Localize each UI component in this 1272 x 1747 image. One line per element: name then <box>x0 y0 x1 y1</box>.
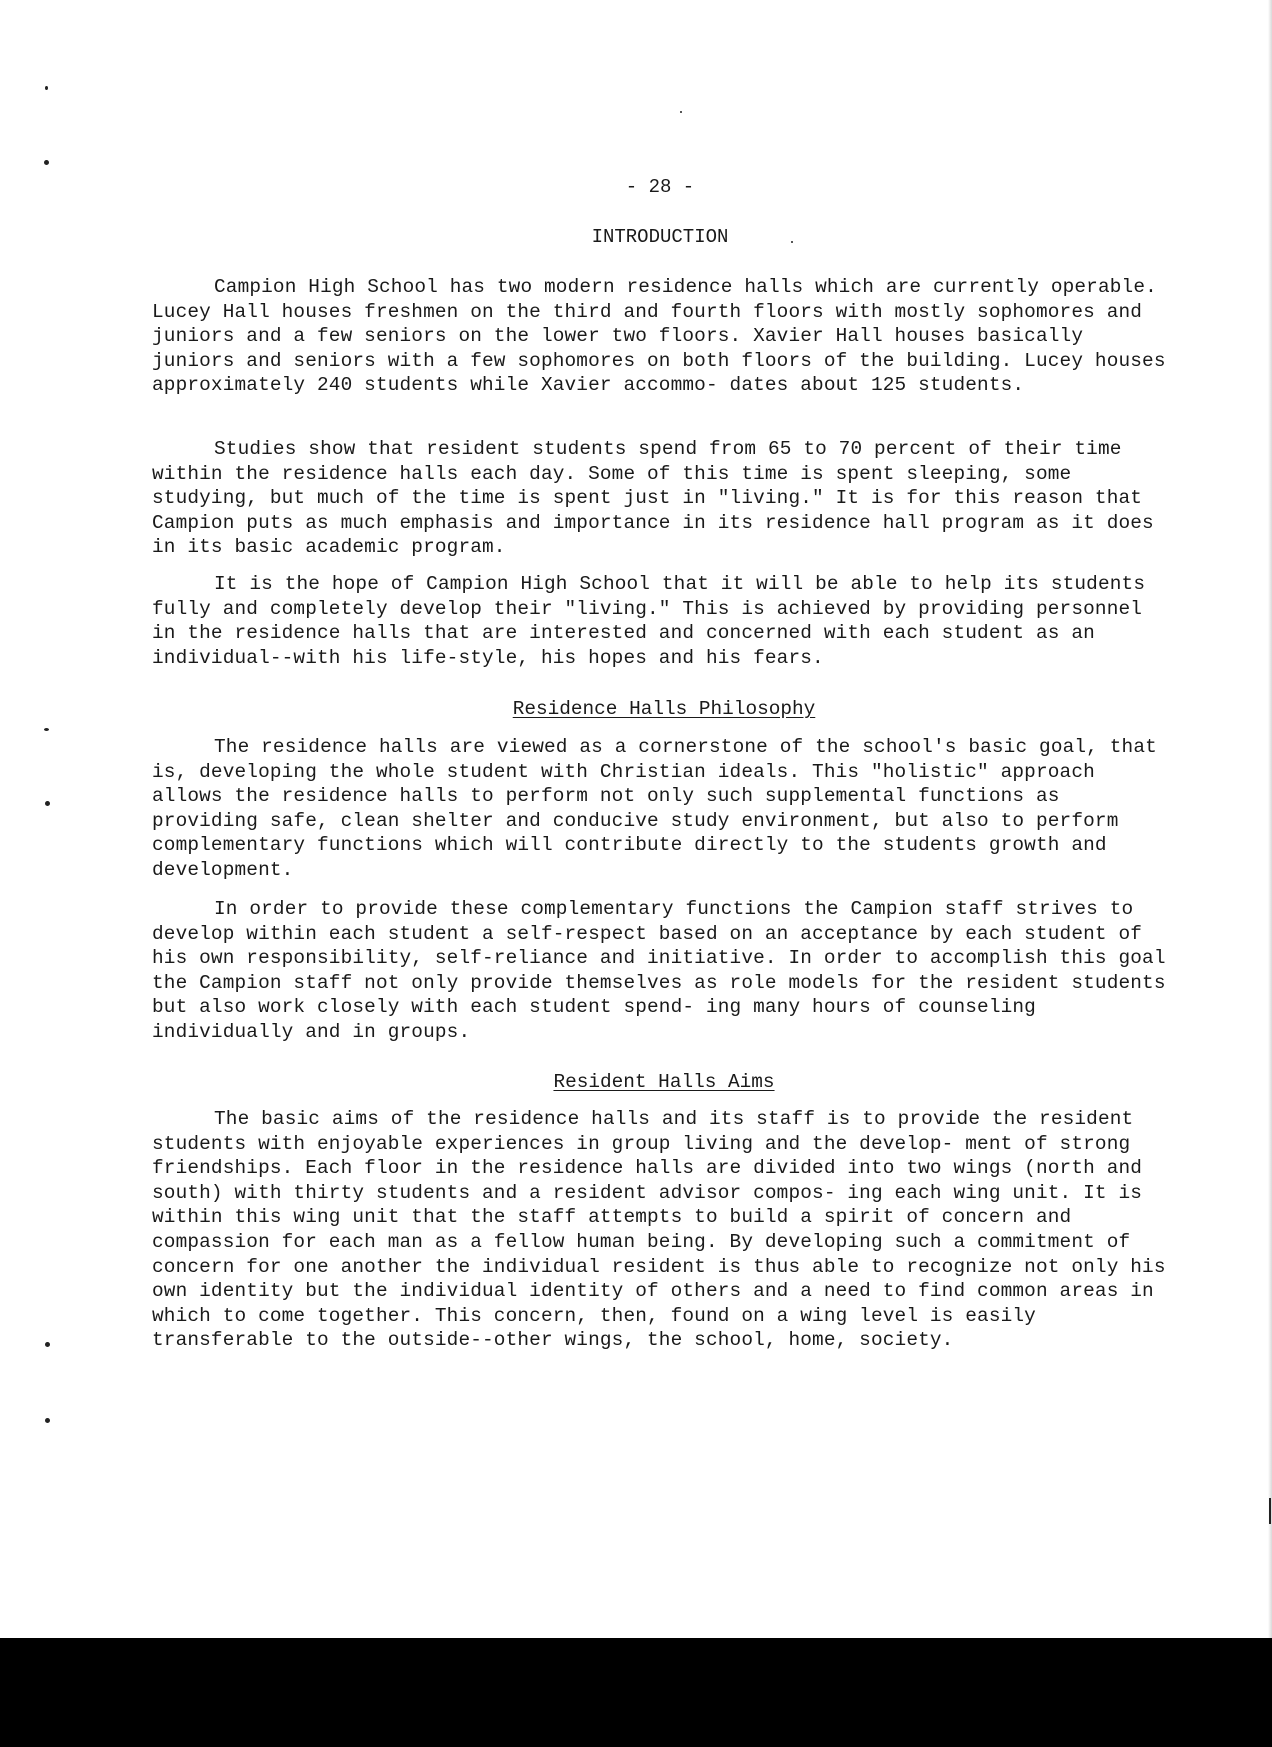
section-heading-aims: Resident Halls Aims <box>553 1071 775 1093</box>
section-heading-philosophy: Residence Halls Philosophy <box>512 698 816 720</box>
scan-speck <box>45 1418 50 1423</box>
intro-paragraph-3: It is the hope of Campion High School that it will be able to help its students fully and completely develop their "living." This is achieved by providing personnel in the residence halls that are interested and concerned with each student as an individual--with his life-style, his hopes and his fears. <box>152 573 1146 669</box>
page-title: INTRODUCTION <box>591 226 729 248</box>
page-edge-shadow <box>1268 0 1272 1638</box>
scan-speck <box>45 801 50 806</box>
intro-paragraph-1: Campion High School has two modern residence halls which are currently operable. Lucey Hall houses freshmen on the third and fourth floors with mostly sophomores and juniors and a few seniors on the lower two floors. Xavier Hall houses basically juniors and seniors with a few sophomores on both floors of the building. Lucey houses approximately 240 students while Xavier accommo- dates about 125 students. <box>152 276 1166 397</box>
scan-speck <box>791 241 793 243</box>
scan-speck <box>45 86 48 90</box>
philosophy-paragraph-2: In order to provide these complementary functions the Campion staff strives to develop within each student a self-respect based on an acceptance by each student of his own responsibility, self-reliance and initiative. In order to accomplish this goal the Campion staff not only provide themselves as role models for the resident students but also work closely with each student spend- ing many hours of counseling individually and in groups. <box>152 898 1166 1043</box>
scan-bottom-border <box>0 1638 1272 1747</box>
scan-speck <box>44 728 49 731</box>
page-edge-mark <box>1269 1498 1271 1524</box>
scan-speck <box>44 160 49 165</box>
page-number: - 28 - <box>625 176 695 198</box>
intro-paragraph-2: Studies show that resident students spend from 65 to 70 percent of their time within the residence halls each day. Some of this time is spent sleeping, some studying, but much of the time is spent just in "living." It is for this reason that Campion puts as much emphasis and importance in its residence hall program as it does in its basic academic program. <box>152 438 1154 559</box>
philosophy-paragraph-1: The residence halls are viewed as a cornerstone of the school's basic goal, that is, developing the whole student with Christian ideals. This "holistic" approach allows the residence halls to perform not only such supplemental functions as providing safe, clean shelter and conducive study environment, but also to perform complementary functions which will contribute directly to the students growth and development. <box>152 736 1157 881</box>
aims-paragraph-1: The basic aims of the residence halls and its staff is to provide the resident students with enjoyable experiences in group living and the develop- ment of strong friendships. Each floor in the residence halls are divided into two wings (north and south) with thirty students and a resident advisor compos- ing each wing unit. It is within this wing unit that the staff attempts to build a spirit of concern and compassion for each man as a fellow human being. By developing such a commitment of concern for one another the individual resident is thus able to recognize not only his own identity but the individual identity of others and a need to find common areas in which to come together. This concern, then, found on a wing level is easily transferable to the outside--other wings, the school, home, society. <box>152 1108 1166 1352</box>
scan-speck <box>45 1342 50 1347</box>
scan-speck <box>680 111 682 113</box>
